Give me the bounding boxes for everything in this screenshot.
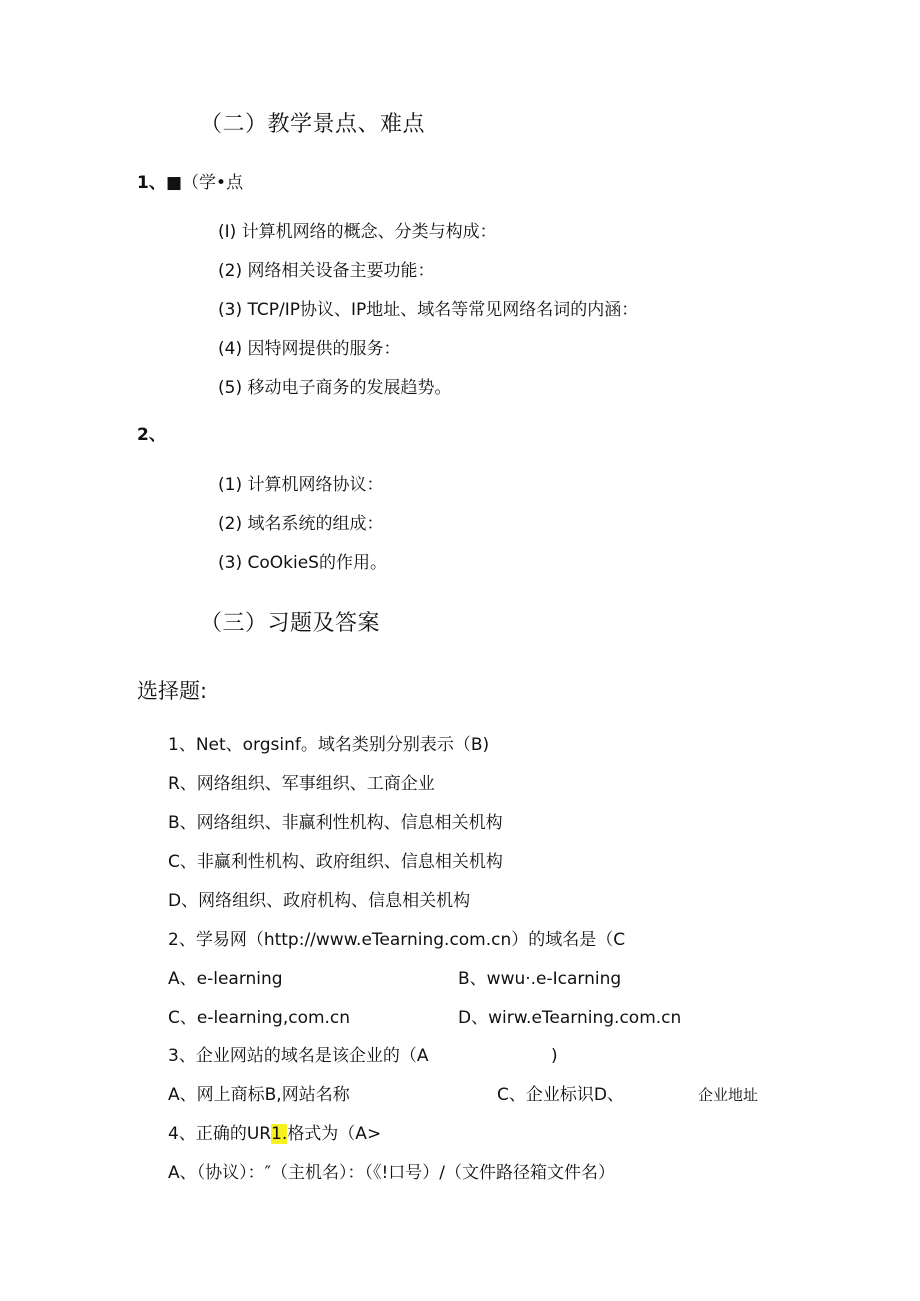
answer-option: C、非赢利性机构、政府组织、信息相关机构 bbox=[168, 852, 503, 872]
question-2: 2、学易网（http://www.eTearning.com.cn）的域名是（C bbox=[168, 930, 626, 950]
subheading-multiple-choice: 选择题: bbox=[137, 679, 208, 703]
answer-option: B、wwu·.e-Icarning bbox=[458, 969, 622, 989]
answer-option: R、网络组织、军事组织、工商企业 bbox=[168, 774, 435, 794]
answer-option: C、企业标识D、 bbox=[497, 1085, 624, 1105]
answer-option: A、e-learning bbox=[168, 969, 283, 989]
difficult-point-item: (3) CoOkieS的作用。 bbox=[218, 553, 387, 573]
key-point-item: (4) 因特网提供的服务： bbox=[218, 339, 401, 359]
answer-option: A、网上商标B,网站名称 bbox=[168, 1085, 350, 1105]
answer-option: C、e-learning,com.cn bbox=[168, 1008, 351, 1028]
question-3-closing: ) bbox=[551, 1046, 558, 1066]
question-4 bbox=[168, 1126, 381, 1143]
answer-option: B、网络组织、非赢利性机构、信息相关机构 bbox=[168, 813, 503, 833]
difficult-point-item: (2) 域名系统的组成： bbox=[218, 514, 384, 534]
answer-option-text: 企业地址 bbox=[698, 1086, 759, 1104]
answer-option: A、（协议）：″（主机名）：（《!口号）/（文件路径箱文件名） bbox=[168, 1163, 616, 1183]
key-point-item: (I) 计算机网络的概念、分类与构成： bbox=[218, 222, 497, 242]
list-number-1: 1、 bbox=[137, 173, 166, 193]
key-points-label: ■（学•点 bbox=[166, 173, 244, 193]
key-point-item: (2) 网络相关设备主要功能： bbox=[218, 261, 435, 281]
key-point-item: (3) TCP/IP协议、IP地址、域名等常见网络名词的内涵： bbox=[218, 300, 639, 320]
answer-option: D、网络组织、政府机构、信息相关机构 bbox=[168, 891, 471, 911]
highlighted-text: 1. bbox=[271, 1124, 288, 1144]
question-1: 1、Net、orgsinf。域名类别分别表示（B) bbox=[168, 735, 490, 755]
list-number-2: 2、 bbox=[137, 425, 166, 445]
answer-option: D、wirw.eTearning.com.cn bbox=[458, 1008, 682, 1028]
question-4-text-end: 格式为（A> bbox=[287, 1124, 382, 1144]
question-4-text-start: 4、正确的UR bbox=[168, 1124, 272, 1144]
section-heading-exercises: （三）习题及答案 bbox=[200, 611, 381, 636]
key-point-item: (5) 移动电子商务的发展趋势。 bbox=[218, 378, 452, 398]
question-3: 3、企业网站的域名是该企业的（A bbox=[168, 1046, 429, 1066]
section-heading-key-points: （二）教学景点、难点 bbox=[200, 112, 426, 137]
difficult-point-item: (1) 计算机网络协议： bbox=[218, 475, 384, 495]
